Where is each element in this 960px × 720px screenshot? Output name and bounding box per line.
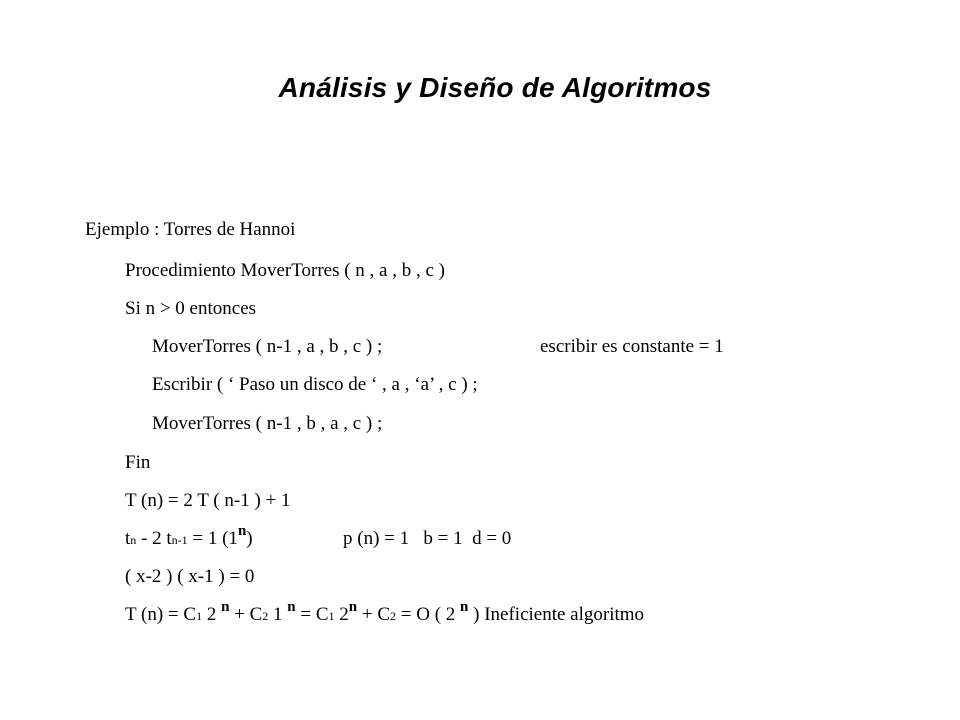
procedure-line: Procedimiento MoverTorres ( n , a , b , c ) bbox=[125, 260, 445, 281]
sol-term: 2 bbox=[334, 604, 349, 625]
recursive-call-2: MoverTorres ( n-1 , b , a , c ) ; bbox=[152, 413, 383, 434]
write-line: Escribir ( ‘ Paso un disco de ‘ , a , ‘a’ , c ) ; bbox=[152, 374, 478, 395]
sol-subscript: 2 bbox=[262, 609, 269, 623]
sol-exponent: n bbox=[287, 599, 296, 615]
parameters-line: p (n) = 1 b = 1 d = 0 bbox=[343, 528, 512, 549]
solution-line bbox=[125, 599, 645, 627]
sol-term: ) Ineficiente algoritmo bbox=[468, 604, 645, 625]
sol-exponent: n bbox=[348, 599, 358, 615]
sol-term: 2 bbox=[202, 604, 222, 625]
example-heading: Ejemplo : Torres de Hannoi bbox=[85, 219, 296, 240]
eq-subscript: n bbox=[130, 533, 137, 547]
page-title: Análisis y Diseño de Algoritmos bbox=[278, 72, 712, 103]
sol-exponent: n bbox=[460, 599, 469, 615]
sol-term: + C bbox=[357, 604, 391, 625]
eq-subscript: n-1 bbox=[171, 533, 188, 547]
sol-term: + C bbox=[229, 604, 263, 625]
sol-subscript: 1 bbox=[196, 609, 203, 623]
eq-term: ) bbox=[246, 528, 253, 549]
recursive-call-1: MoverTorres ( n-1 , a , b , c ) ; bbox=[152, 336, 383, 357]
sol-subscript: 1 bbox=[328, 609, 335, 623]
eq-term: = 1 (1 bbox=[187, 528, 238, 549]
sol-term: = C bbox=[295, 604, 329, 625]
sol-term: T (n) = C bbox=[125, 604, 197, 625]
eq-term: t bbox=[166, 528, 172, 549]
eq-term: - 2 bbox=[136, 528, 167, 549]
roots-line: ( x-2 ) ( x-1 ) = 0 bbox=[125, 566, 255, 587]
eq-term: t bbox=[125, 528, 131, 549]
recurrence-line: T (n) = 2 T ( n-1 ) + 1 bbox=[125, 490, 291, 511]
sol-term: = O ( 2 bbox=[396, 604, 461, 625]
sol-term: 1 bbox=[268, 604, 288, 625]
end-line: Fin bbox=[125, 452, 151, 473]
sol-subscript: 2 bbox=[390, 609, 397, 623]
sol-exponent: n bbox=[221, 599, 230, 615]
eq-exponent: n bbox=[237, 523, 247, 539]
condition-line: Si n > 0 entonces bbox=[125, 298, 257, 319]
cost-note: escribir es constante = 1 bbox=[540, 336, 724, 357]
characteristic-equation bbox=[125, 523, 253, 551]
